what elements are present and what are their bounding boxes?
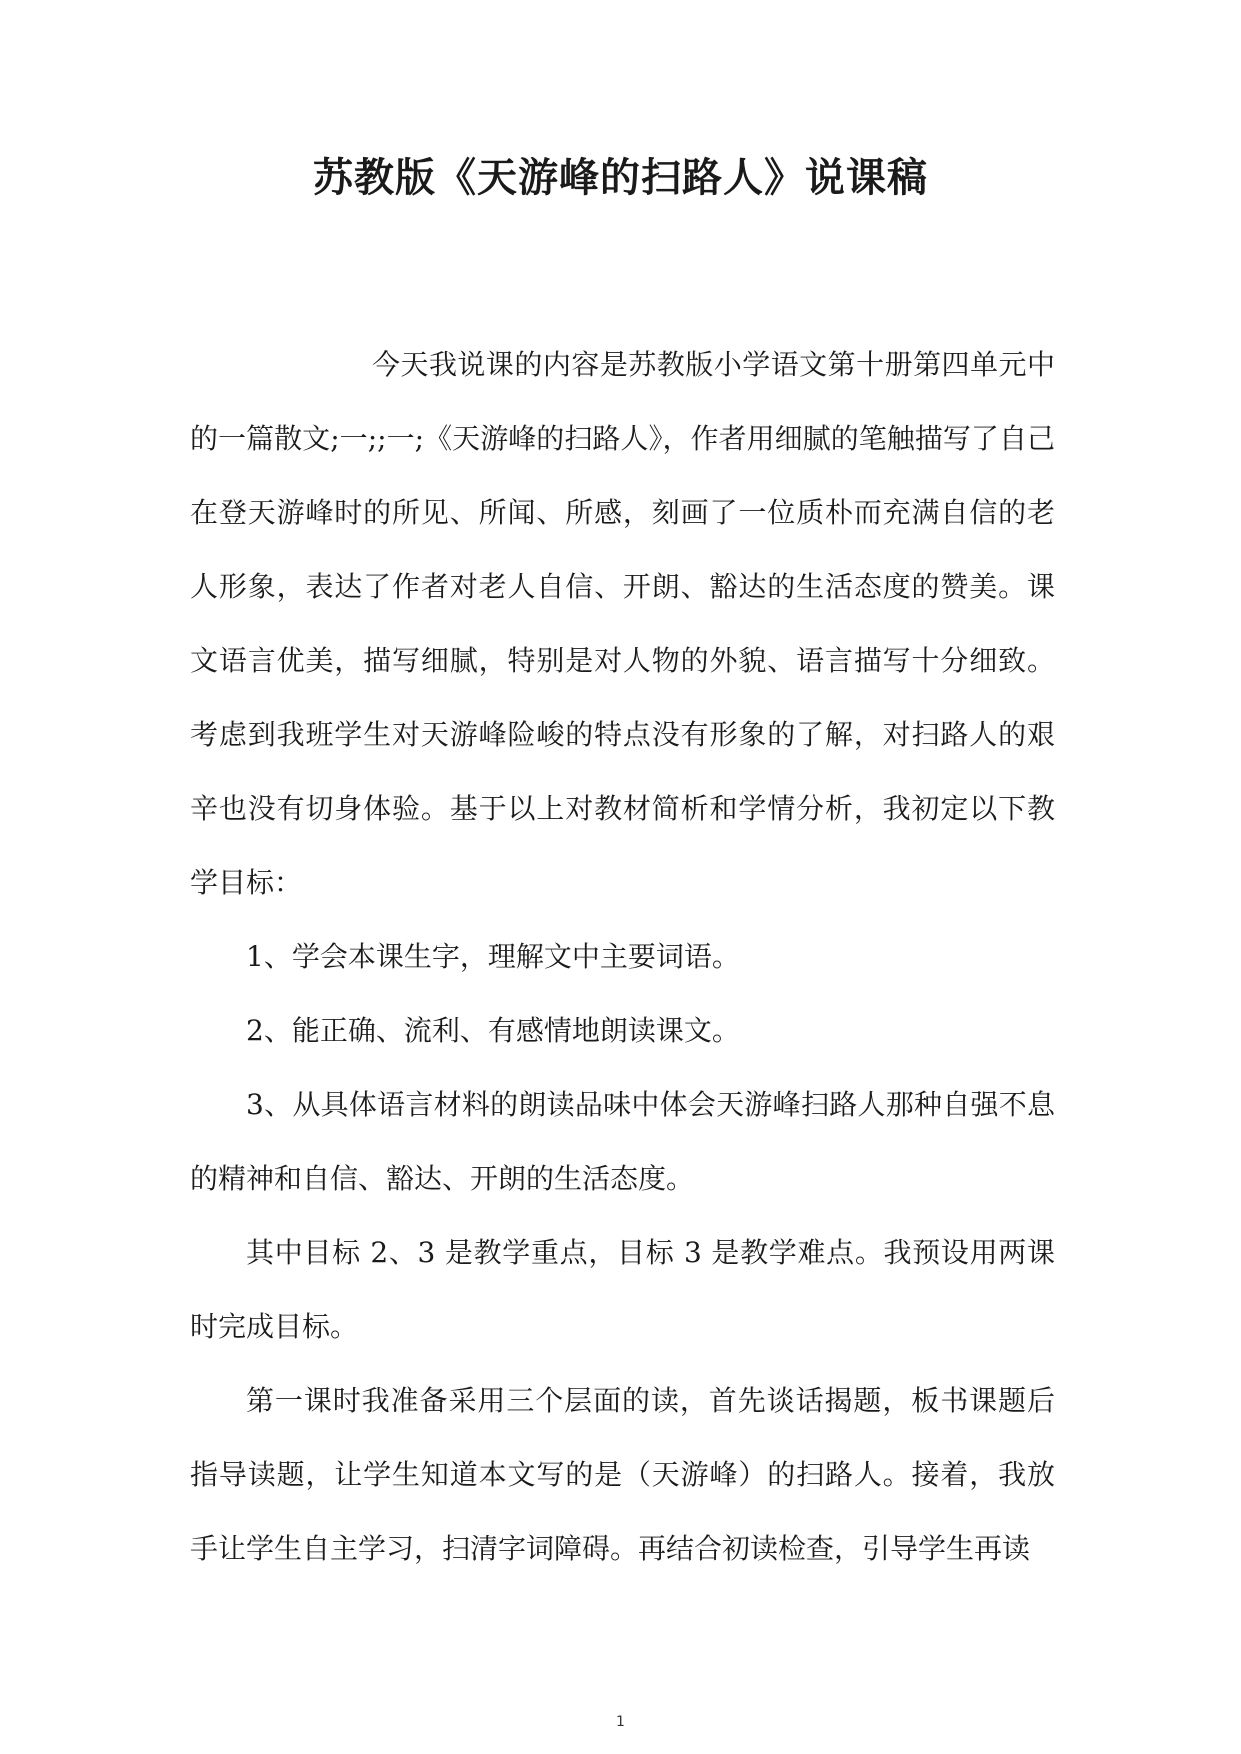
goal-item-3: 3、从具体语言材料的朗读品味中体会天游峰扫路人那种自强不息的精神和自信、豁达、开朗的生活态度。 — [190, 1088, 1055, 1195]
paragraph-key-points: 其中目标 2、3 是教学重点，目标 3 是教学难点。我预设用两课时完成目标。 — [190, 1236, 1055, 1343]
goal-item-1: 1、学会本课生字，理解文中主要词语。 — [246, 940, 740, 973]
page-number: 1 — [616, 1714, 625, 1730]
paragraph-first-lesson: 第一课时我准备采用三个层面的读，首先谈话揭题，板书课题后指导读题，让学生知道本文写的是（天游峰）的扫路人。接着，我放手让学生自主学习，扫清字词障碍。再结合初读检查，引导学生再读 — [190, 1384, 1055, 1565]
goal-item-2: 2、能正确、流利、有感情地朗读课文。 — [246, 1014, 740, 1047]
document-title: 苏教版《天游峰的扫路人》说课稿 — [313, 154, 928, 201]
paragraph-intro: 今天我说课的内容是苏教版小学语文第十册第四单元中的一篇散文;一;;一;《天游峰的扫路人》，作者用细腻的笔触描写了自己在登天游峰时的所见、所闻、所感，刻画了一位质朴而充满自信的老人形象，表达了作者对老人自信、开朗、豁达的生活态度的赞美。课文语言优美，描写细腻，特别是对人物的外貌、语言描写十分细致。考虑到我班学生对天游峰险峻的特点没有形象的了解，对扫路人的艰辛也没有切身体验。基于以上对教材简析和学情分析，我初定以下教学目标： — [190, 348, 1055, 899]
document-body — [190, 328, 1055, 1586]
